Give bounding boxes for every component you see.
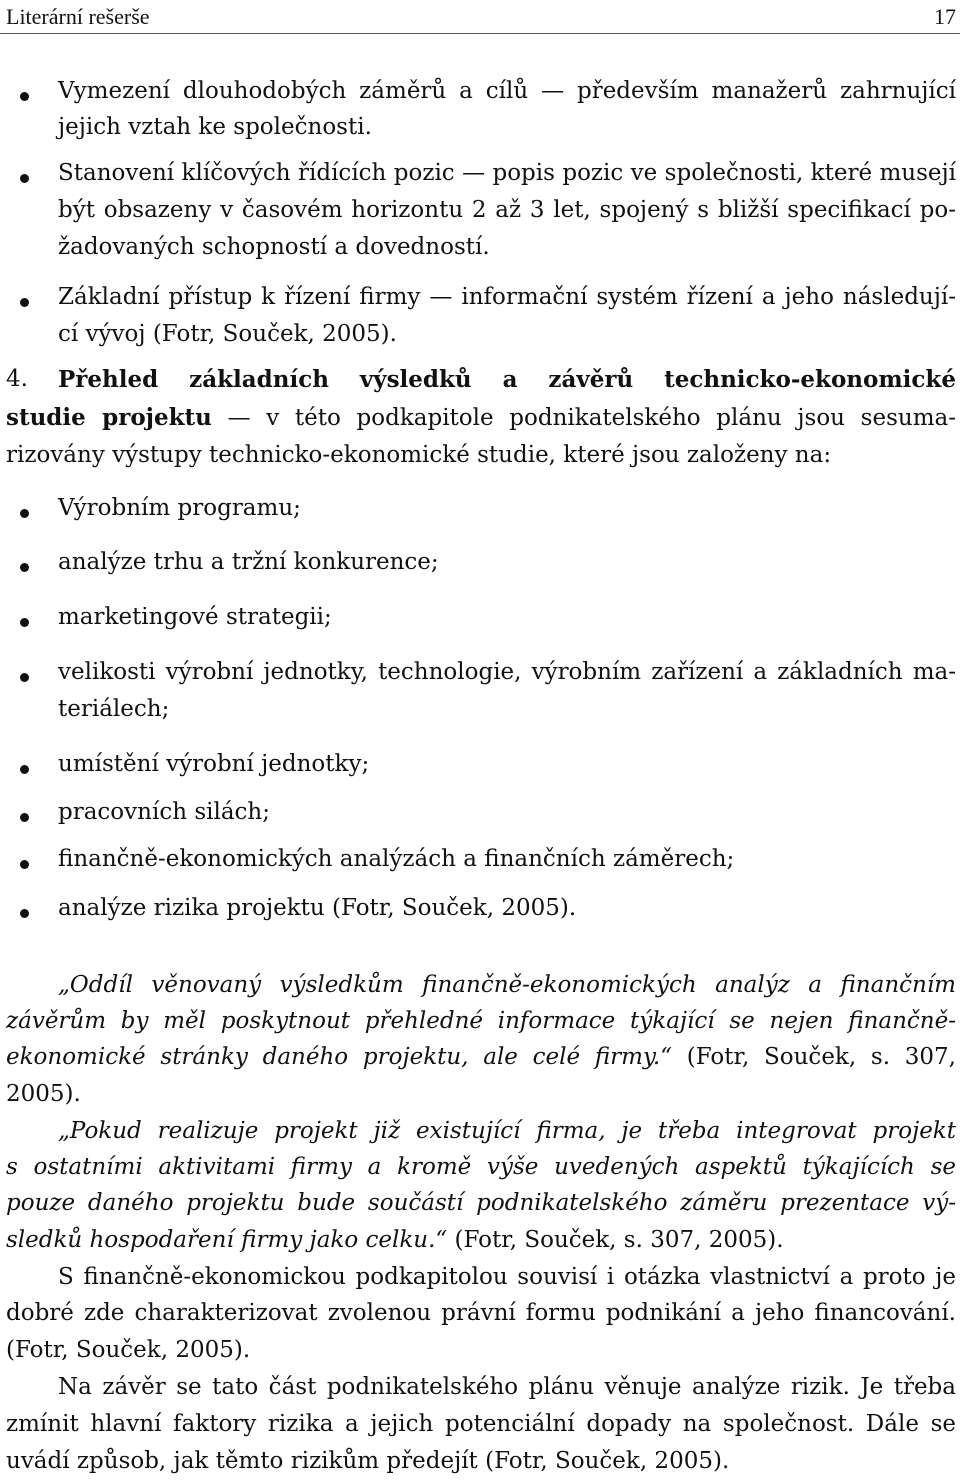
list-item-line: analýze trhu a tržní konkurence; xyxy=(58,549,439,575)
bullet-icon xyxy=(20,765,29,774)
list-item-line: být obsazeny v časovém horizontu 2 až 3 let, spojený s bližší specifikací po- xyxy=(58,197,956,223)
quote-citation: 2005). xyxy=(6,1081,81,1107)
paragraph-line: S finančně-ekonomickou podkapitolou souvisí i otázka vlastnictví a proto je xyxy=(58,1264,956,1290)
bullet-icon xyxy=(20,860,29,869)
page-number: 17 xyxy=(934,4,956,29)
quote-line: ekonomické stránky daného projektu, ale celé firmy.“ (Fotr, Souček, s. 307, xyxy=(6,1044,956,1070)
list-item-line: finančně-ekonomických analýzách a finančních záměrech; xyxy=(58,846,735,872)
page-header xyxy=(0,0,960,34)
quote-line: pouze daného projektu bude součástí podnikatelského záměru prezentace vý- xyxy=(6,1190,956,1216)
paragraph-line: zmínit hlavní faktory rizika a jejich potenciální dopady na společnost. Dále se xyxy=(6,1411,956,1437)
section-line: studie projektu — v této podkapitole podnikatelského plánu jsou sesuma- xyxy=(6,404,956,431)
list-item-line: velikosti výrobní jednotky, technologie, výrobním zařízení a základních ma- xyxy=(58,659,956,685)
list-item-line: umístění výrobní jednotky; xyxy=(58,751,370,777)
bullet-icon xyxy=(20,909,29,918)
paragraph-line: Na závěr se tato část podnikatelského plánu věnuje analýze rizik. Je třeba xyxy=(58,1374,956,1400)
list-item-line: pracovních silách; xyxy=(58,799,270,825)
quote-line: s ostatními aktivitami firmy a kromě výše uvedených aspektů týkajících se xyxy=(6,1154,956,1180)
list-item-line: Výrobním programu; xyxy=(58,495,301,521)
list-item-line: Stanovení klíčových řídících pozic — popis pozic ve společnosti, které musejí xyxy=(58,160,956,186)
quote-line: „Oddíl věnovaný výsledkům finančně-ekonomických analýz a finančním xyxy=(58,972,956,998)
bullet-icon xyxy=(20,509,29,518)
list-item-line: marketingové strategii; xyxy=(58,604,332,630)
bullet-icon xyxy=(20,813,29,822)
header-title: Literární rešerše xyxy=(6,4,150,29)
quote-line: závěrům by měl poskytnout přehledné informace týkající se nejen finančně- xyxy=(6,1008,956,1034)
quote-line: sledků hospodaření firmy jako celku.“ (Fotr, Souček, s. 307, 2005). xyxy=(6,1227,784,1253)
paragraph-line: uvádí způsob, jak těmto rizikům předejít (Fotr, Souček, 2005). xyxy=(6,1448,730,1474)
section-heading: Přehled základních výsledků a závěrů technicko-ekonomické xyxy=(58,366,956,393)
list-item-line: cí vývoj (Fotr, Souček, 2005). xyxy=(58,321,397,347)
paragraph-line: dobré zde charakterizovat zvolenou právní formu podnikání a jeho financování. xyxy=(6,1300,956,1326)
bullet-icon xyxy=(20,563,29,572)
bullet-icon xyxy=(20,174,29,183)
list-item-line: žadovaných schopností a dovedností. xyxy=(58,234,490,260)
list-item-line: teriálech; xyxy=(58,696,170,722)
section-number: 4. xyxy=(6,366,28,392)
bullet-icon xyxy=(20,673,29,682)
paragraph-line: (Fotr, Souček, 2005). xyxy=(6,1337,251,1363)
list-item-line: Vymezení dlouhodobých záměrů a cílů — především manažerů zahrnující xyxy=(58,78,956,104)
bullet-icon xyxy=(20,618,29,627)
list-item-line: Základní přístup k řízení firmy — informační systém řízení a jeho následují- xyxy=(58,284,956,310)
section-line: rizovány výstupy technicko-ekonomické studie, které jsou založeny na: xyxy=(6,442,832,468)
list-item-line: jejich vztah ke společnosti. xyxy=(58,114,372,140)
bullet-icon xyxy=(20,298,29,307)
section-heading-continued: studie projektu xyxy=(6,404,212,431)
quote-line: „Pokud realizuje projekt již existující firma, je třeba integrovat projekt xyxy=(58,1118,956,1144)
bullet-icon xyxy=(20,92,29,101)
list-item-line: analýze rizika projektu (Fotr, Souček, 2005). xyxy=(58,895,577,921)
